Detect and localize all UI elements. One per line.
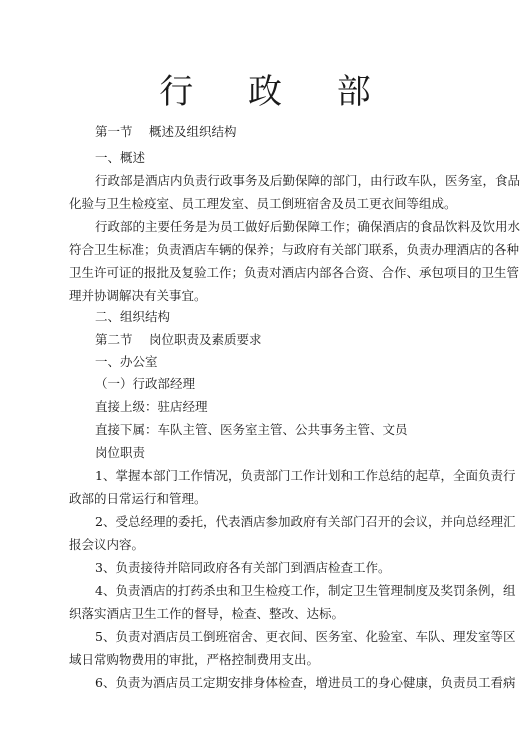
role-heading: （一）行政部经理 bbox=[95, 376, 196, 391]
duty-line: 域日常购物费用的审批，严格控制费用支出。 bbox=[69, 652, 320, 667]
paragraph-line: 符合卫生标准；负责酒店车辆的保养；与政府有关部门联系，负责办理酒店的各种 bbox=[69, 242, 520, 257]
direct-superior: 直接上级：驻店经理 bbox=[95, 399, 208, 414]
duty-line: 5、负责对酒店员工倒班宿舍、更衣间、医务室、化验室、车队、理发室等区 bbox=[95, 629, 516, 644]
duty-line: 1、掌握本部门工作情况，负责部门工作计划和工作总结的起草，全面负责行 bbox=[95, 468, 516, 483]
paragraph-line: 理并协调解决有关事宜。 bbox=[69, 288, 207, 303]
duty-line: 4、负责酒店的打药杀虫和卫生检疫工作，制定卫生管理制度及奖罚条例，组 bbox=[95, 583, 516, 598]
subheading-office: 一、办公室 bbox=[95, 354, 158, 369]
subheading-overview: 一、概述 bbox=[95, 150, 146, 165]
paragraph-line: 卫生许可证的报批及复验工作；负责对酒店内部各合资、合作、承包项目的卫生管 bbox=[69, 265, 520, 280]
duty-line: 报会议内容。 bbox=[69, 537, 145, 552]
section-heading-1: 第一节 概述及组织结构 bbox=[95, 124, 237, 139]
paragraph-line: 行政部是酒店内负责行政事务及后勤保障的部门，由行政车队，医务室，食品 bbox=[95, 173, 521, 188]
subheading-structure: 二、组织结构 bbox=[95, 309, 171, 324]
duty-line: 织落实酒店卫生工作的督导，检查、整改、达标。 bbox=[69, 606, 345, 621]
duty-line: 2、受总经理的委托，代表酒店参加政府有关部门召开的会议，并向总经理汇 bbox=[95, 514, 516, 529]
section-heading-2: 第二节 岗位职责及素质要求 bbox=[95, 332, 262, 347]
duty-line: 6、负责为酒店员工定期安排身体检查，增进员工的身心健康，负责员工看病 bbox=[95, 675, 516, 690]
page-title: 行 政 部 bbox=[159, 72, 393, 112]
paragraph-line: 化验与卫生检疫室、员工理发室、员工倒班宿舍及员工更衣间等组成。 bbox=[69, 196, 457, 211]
direct-subordinates: 直接下属：车队主管、医务室主管、公共事务主管、文员 bbox=[95, 422, 408, 437]
paragraph-line: 行政部的主要任务是为员工做好后勤保障工作；确保酒店的食品饮料及饮用水 bbox=[95, 219, 521, 234]
duty-line: 政部的日常运行和管理。 bbox=[69, 491, 207, 506]
duties-heading: 岗位职责 bbox=[95, 445, 146, 460]
duty-line: 3、负责接待并陪同政府各有关部门到酒店检查工作。 bbox=[95, 560, 391, 575]
